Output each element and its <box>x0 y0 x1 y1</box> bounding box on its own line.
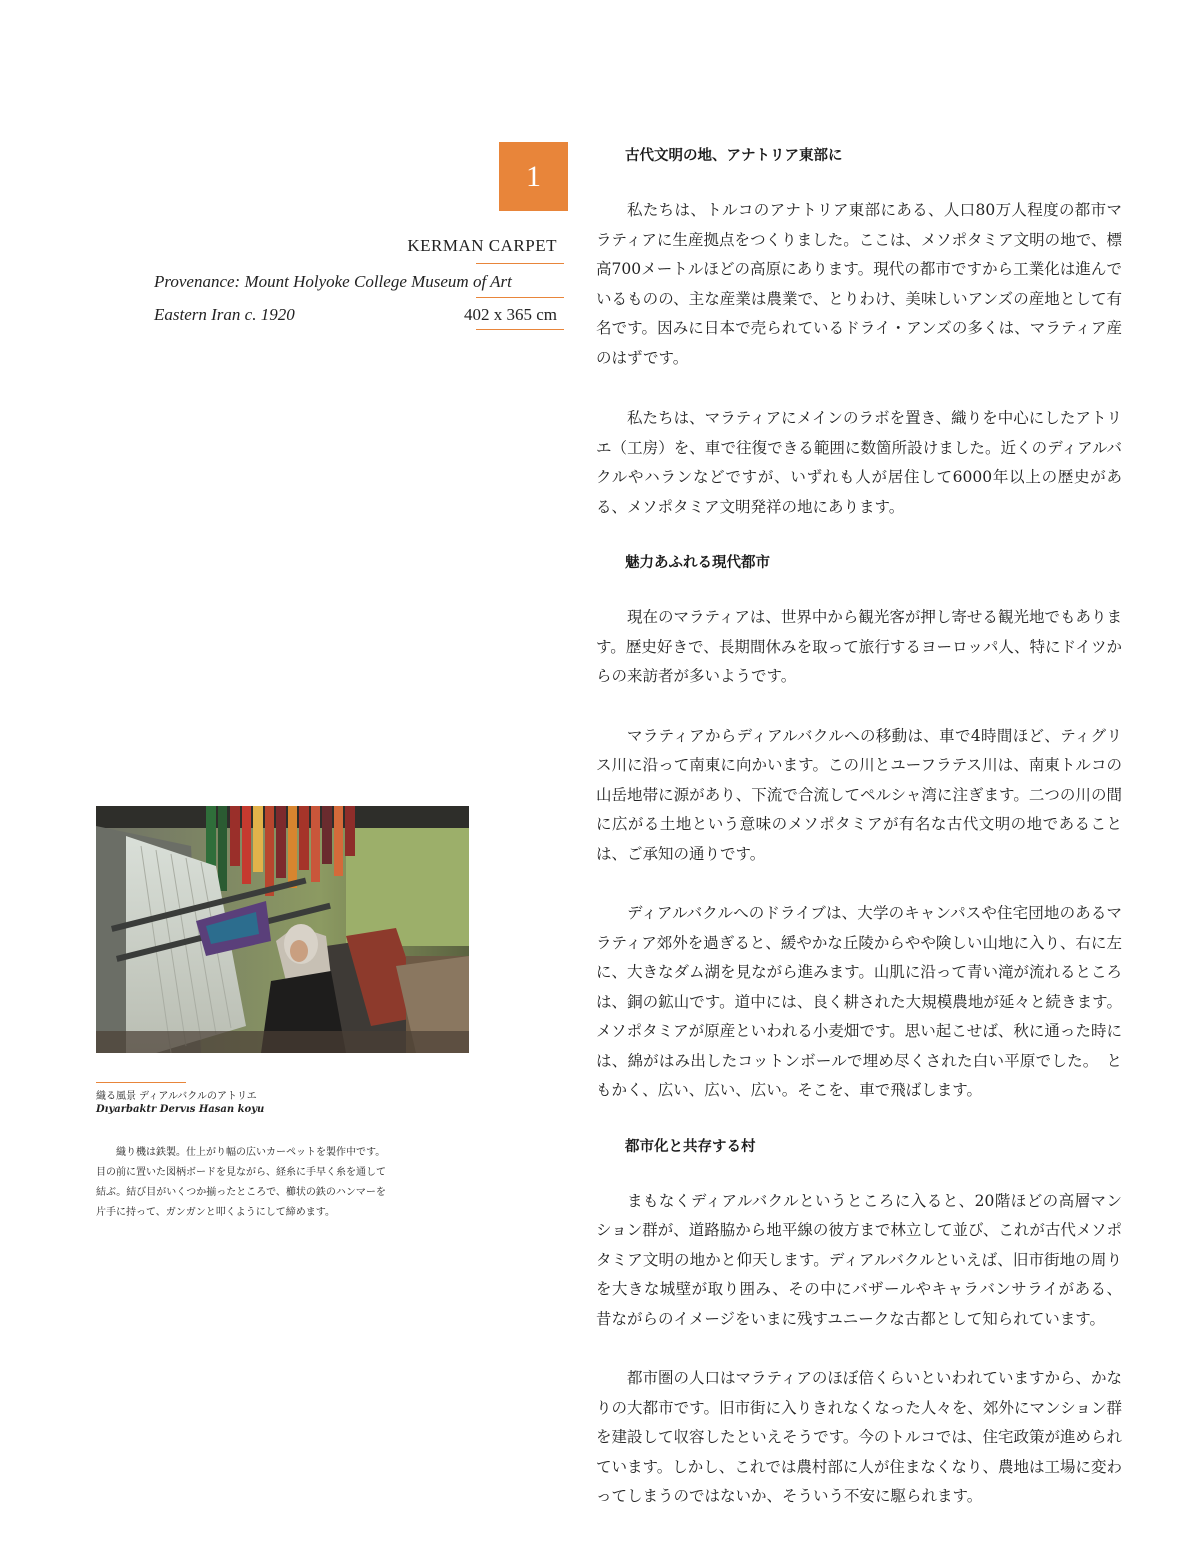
paragraph-2-2: マラティアからディアルバクルへの移動は、車で4時間ほど、ティグリス川に沿って南東に向かいます。この川とユーフラテス川は、南東トルコの山岳地帯に源があり、下流で合流してペルシャ湾に注ぎます。二つの川の間に広がる土地という意味のメソポタミアが有名な古代文明の地であることは、ご承知の通りです。 <box>596 726 1122 863</box>
paragraph-2-1: 現在のマラティアは、世界中から観光客が押し寄せる観光地でもあります。歴史好きで、長期間休みを取って旅行するヨーロッパ人、特にドイツからの来訪者が多いようです。 <box>596 608 1122 685</box>
carpet-size: 402 x 365 cm <box>463 305 557 324</box>
catalog-number-badge <box>499 142 568 211</box>
catalog-number: 1 <box>526 159 541 193</box>
photo-description: 織り機は鉄製。仕上がり幅の広いカーペットを製作中です。目の前に置いた図柄ボードを見ながら、経糸に手早く糸を通して結ぶ。結び目がいくつか揃ったところで、櫛状の鉄のハンマーを片手に持って、ガンガンと叩くようにして締めます。 <box>96 1147 386 1218</box>
carpet-provenance: Provenance: Mount Holyoke College Museum of Art <box>154 272 512 291</box>
paragraph-3-1: まもなくディアルバクルというところに入ると、20階ほどの高層マンション群が、道路脇から地平線の彼方まで林立して並び、これが古代メソポタミア文明の地かと仰天します。ディアルバクルといえば、旧市街地の周りを大きな城壁が取り囲み、その中にバザールやキャラバンサライがある、昔ながらのイメージをいまに残すユニークな古都として知られています。 <box>596 1191 1122 1328</box>
carpet-title: KERMAN CARPET <box>407 236 557 255</box>
weaver-at-loom-image <box>96 806 469 1053</box>
photo-caption-ja: 織る風景 ディアルバクルのアトリエ <box>96 1091 257 1102</box>
weaving-photo <box>96 806 469 1053</box>
section-heading-3: 都市化と共存する村 <box>625 1137 756 1155</box>
provenance-underline <box>476 297 564 298</box>
section-heading-1: 古代文明の地、アナトリア東部に <box>625 147 843 164</box>
paragraph-1-1: 私たちは、トルコのアナトリア東部にある、人口80万人程度の都市マラティアに生産拠点をつくりました。ここは、メソポタミア文明の地で、標高700メートルほどの高原にあります。現代の都市ですから工業化は進んでいるものの、主な産業は農業で、とりわけ、美味しいアンズの産地として有名です。因みに日本で売られているドライ・アンズの多くは、マラティア産のはずです。 <box>596 201 1122 367</box>
paragraph-3-2: 都市圏の人口はマラティアのほぼ倍くらいといわれていますから、かなりの大都市です。旧市街に入りきれなくなった人々を、郊外にマンション群を建設して収容したといえそうです。今のトルコでは、住宅政策が進められています。しかし、これでは農村部に人が住まなくなり、農地は工場に変わってしまうのではないか、そういう不安に駆られます。 <box>596 1369 1122 1505</box>
photo-caption-en: Dıyarbaktr Dervıs Hasan koyu <box>96 1104 265 1115</box>
paragraph-2-3: ディアルバクルへのドライブは、大学のキャンパスや住宅団地のあるマラティア郊外を過ぎると、緩やかな丘陵からやや険しい山地に入り、右に左に、大きなダム湖を見ながら進みます。山肌に沿って青い滝が流れるところは、銅の鉱山です。道中には、良く耕された大規模農地が延々と続きます。メソポタミアが原産といわれる小麦畑です。思い起こせば、秋に通った時には、綿がはみ出したコットンボールで埋め尽くされた白い平原でした。 ともかく、広い、広い、広い。そこを、車で飛ばします。 <box>596 904 1122 1099</box>
paragraph-1-2: 私たちは、マラティアにメインのラボを置き、織りを中心にしたアトリエ（工房）を、車で往復できる範囲に数箇所設けました。近くのディアルバクルやハランなどですが、いずれも人が居住して6000年以上の歴史がある、メソポタミア文明発祥の地にあります。 <box>596 409 1122 516</box>
carpet-origin: Eastern Iran c. 1920 <box>154 305 295 324</box>
title-underline <box>476 263 564 264</box>
section-heading-2: 魅力あふれる現代都市 <box>625 554 770 571</box>
article-body <box>596 141 1122 1512</box>
size-underline <box>476 329 564 330</box>
photo-caption-rule <box>96 1082 186 1083</box>
